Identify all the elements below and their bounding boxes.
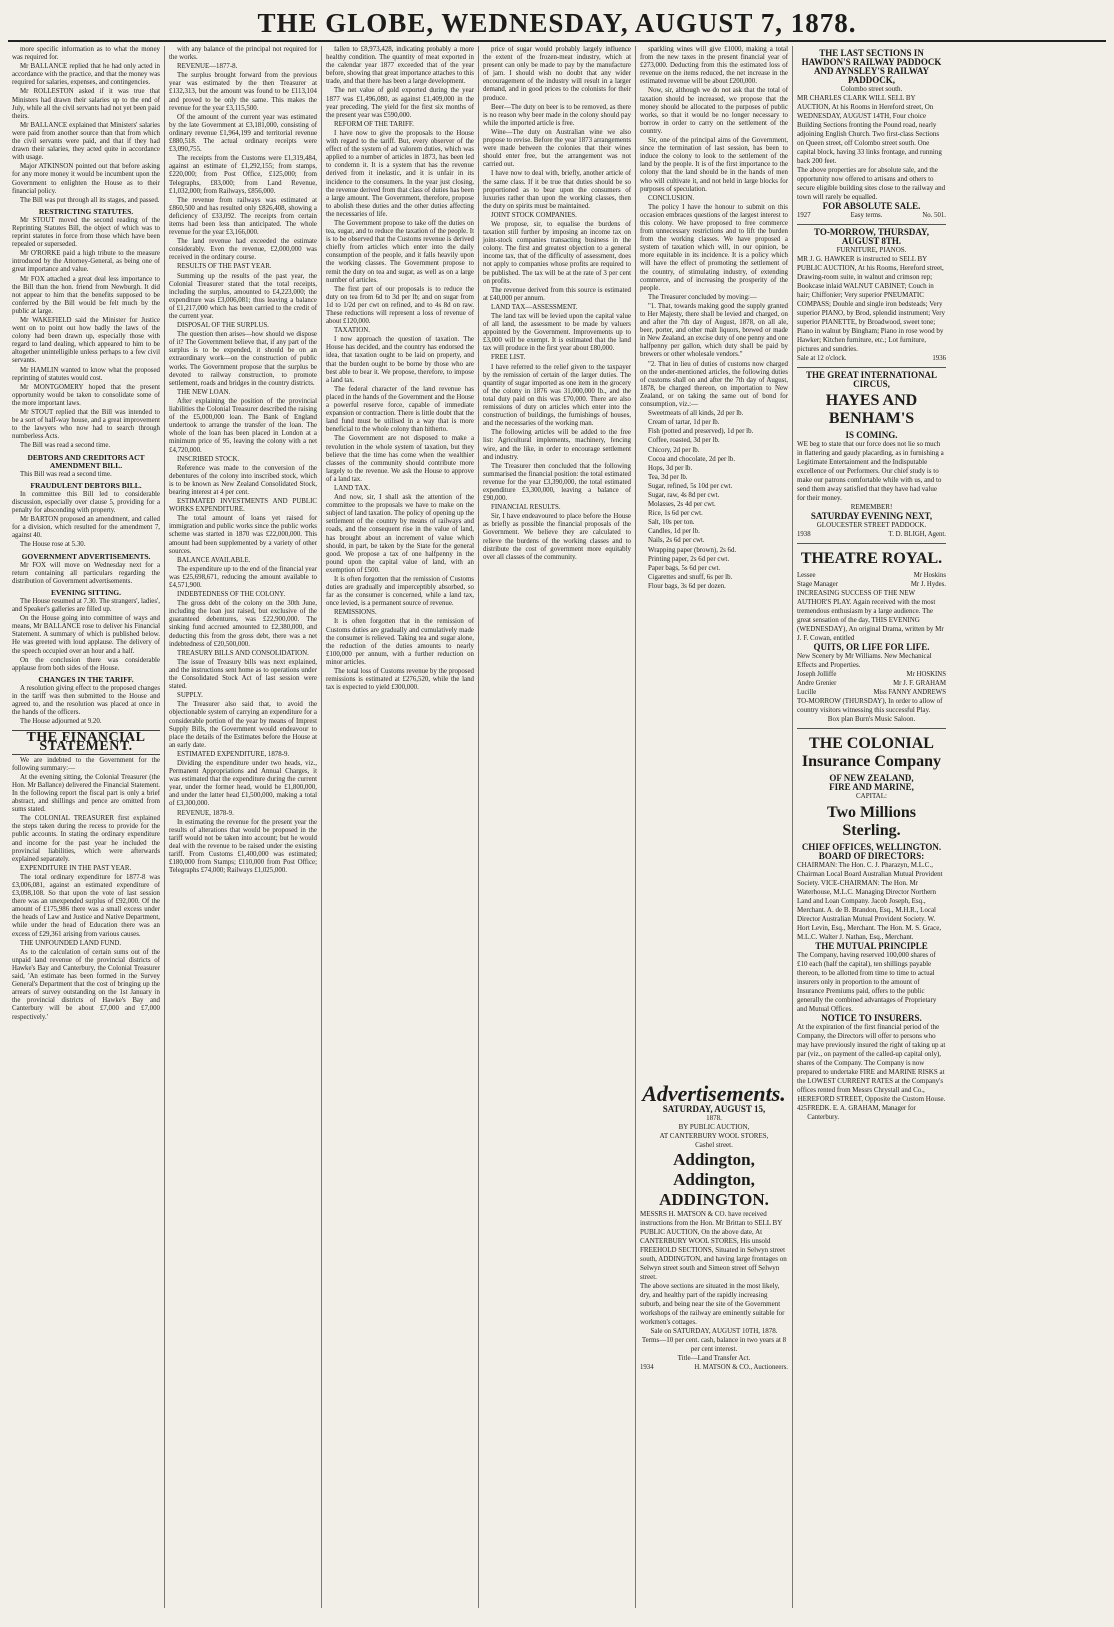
lessee: Mr Hoskins bbox=[913, 572, 946, 579]
paragraph: FREE LIST. bbox=[491, 354, 526, 362]
col3-paras bbox=[326, 46, 474, 692]
auction-date: SATURDAY, AUGUST 15, bbox=[662, 1104, 766, 1115]
role-name: Lucille bbox=[797, 689, 817, 696]
column-2 bbox=[165, 46, 322, 1608]
paragraph: Mr O'RORKE paid a high tribute to the measure introduced by the Attorney-General, as being one of great importance and value. bbox=[12, 250, 160, 274]
col1-paras bbox=[12, 562, 160, 586]
paragraph: TAXATION. bbox=[334, 327, 370, 335]
paragraph: The surplus brought forward from the previous year was estimated by the then Treasurer at £132,313, but the amount was found to be £113,104 and proved to be only the same. This makes the revenue for the year £3,115,500. bbox=[169, 72, 317, 112]
paragraph: Mr BARTON proposed an amendment, and called for a division, which resulted for the amendment 7, against 40. bbox=[12, 516, 160, 540]
paragraph: Sir, I have endeavoured to place before the House as briefly as possible the financial proposals of the Government. We believe they are calculated to relieve the burdens of the working classes and to distribute the cost of government more equitably over all classes of the community. bbox=[483, 513, 631, 561]
paragraph: The Bill was put through all its stages, and passed. bbox=[20, 196, 160, 204]
paragraph: It is often forgotten that the remission of Customs duties are gradually and imperceptibly absorbed, so far as the consumer is concerned, while a land tax, once levied, is a permanent source of revenue. bbox=[326, 576, 474, 608]
paragraph: The total ordinary expenditure for 1877-8 was £3,006,081, against an estimated expenditure of £3,098,108. So that upon the vote of last session there was an unexpended surplus of £92,000. Of the amount of £175,986 there was a small excess under the heads of Law and Justice and Native Department, while under the head of Education there was an excess of £29,361 arising from various causes. bbox=[12, 873, 160, 938]
auction-at: AT CANTERBURY WOOL STORES, bbox=[659, 1132, 769, 1141]
paragraph: Mr BALLANCE explained that Ministers' salaries were paid from another source than that from which the civil servants were paid, and that if they had drawn their salaries, they acted quite in accordance with usage. bbox=[12, 121, 160, 162]
circus-when: SATURDAY EVENING NEXT, bbox=[810, 511, 933, 521]
theatre-royal-ad bbox=[797, 544, 946, 729]
box-plan: Box plan Burn's Music Saloon. bbox=[827, 715, 916, 723]
cast-row bbox=[797, 688, 946, 697]
paragraph: ESTIMATED EXPENDITURE, 1878-9. bbox=[177, 750, 290, 758]
ad-title: TO-MORROW, THURSDAY, AUGUST 8TH. bbox=[814, 227, 929, 246]
paragraph: BALANCE AVAILABLE. bbox=[177, 556, 251, 564]
ad-agent: T. D. BLIGH, Agent. bbox=[888, 531, 946, 538]
paragraph: As to the calculation of certain sums out of the unpaid land revenue of the provincial districts of Hawke's Bay and Canterbury, the Colonial Treasurer said, 'An estimate has been formed in the Survey General's Department that the cost of bringing up the arrears of survey outstanding on the 1st January in the provincial districts of Hawke's Bay and Canterbury will be about £7,000 and £7,000 respectively.' bbox=[12, 948, 160, 1021]
paragraph: Mr HAMLIN wanted to know what the proposed reprinting of statutes would cost. bbox=[12, 366, 160, 382]
ad-number: 1938 bbox=[797, 531, 811, 538]
ad-title: THE LAST SECTIONS IN HAWDON'S RAILWAY PADDOCK AND AYNSLEY'S RAILWAY PADDOCK, bbox=[801, 48, 942, 85]
manager-label: Stage Manager bbox=[797, 581, 838, 588]
paragraph: sparkling wines will give £1000, making a total from the new taxes in the present financial year of £273,000. Deducting from this the estimated loss of revenue on the items reduced, the net increase in the estimated revenue will be about £200,000. bbox=[640, 46, 788, 86]
paragraph: Sugar, refined, 5s 10d per cwt. bbox=[648, 482, 733, 490]
paragraph: The land revenue had exceeded the estimate considerably. Even the revenue, £2,000,000 was received in the ordinary course. bbox=[169, 238, 317, 262]
paragraph: And now, sir, I shall ask the attention of the committee to the proposals we have to make on the subject of land taxation. The policy of opening up the settlement of the country by means of railways and roads, and the consequent rise in the value of land, has brought about an increment of value which should, in part, be taken by the State for the general good. We propose a tax of one halfpenny in the pound upon the capital value of land, with an exemption of £500. bbox=[326, 494, 474, 574]
paragraph: Cream of tartar, 1d per lb. bbox=[648, 419, 720, 427]
paragraph: Now, sir, although we do not ask that the total of taxation should be increased, we propose that the money should be allocated to the purposes of public works, so that it would be no longer necessary to borrow in order to carry on the settlement of the country. bbox=[640, 87, 788, 135]
newspaper-page bbox=[8, 8, 1106, 1608]
ad-number: 425 bbox=[797, 1105, 808, 1112]
col4-paras bbox=[483, 46, 631, 562]
column-1 bbox=[8, 46, 165, 1608]
circus-remember: REMEMBER! bbox=[850, 503, 893, 511]
auction-terms: Terms—10 per cent. cash, balance in two years at 8 per cent interest. bbox=[641, 1336, 787, 1354]
paragraph: The receipts from the Customs were £1,319,484, against an estimate of £1,292,155; from stamps, £220,000; from Post Office, £125,000; from Telegraphs, £83,000; from Land Revenue, £1,032,000; from Railways, £856,000. bbox=[169, 155, 317, 195]
paragraph: Chicory, 2d per lb. bbox=[648, 446, 700, 454]
paragraph: INSCRIBED STOCK. bbox=[177, 455, 240, 463]
auction-street: Cashel street. bbox=[695, 1141, 733, 1150]
paragraph: The Government propose to take off the duties on tea, sugar, and to reduce the taxation of the people. It is to be observed that the Customs revenue is derived chiefly from articles which enter into the daily consumption of the people, and it falls heavily upon the working classes. The Government propose to remit the duty on tea and sugar, as well as on a large number of articles. bbox=[326, 219, 474, 284]
ad-body: The above properties are for absolute sale, and the opportunity now offered to artisans and others to secure eligible building sites close to the railway and town will rarely be equalled. bbox=[797, 166, 946, 201]
auction-body2: The above sections are situated in the most likely, dry, and healthy part of the rapidly increasing suburb, and being near the site of the Government workshops of the railway are eminently suitable for workmen's cottages. bbox=[640, 1282, 785, 1327]
column-6 bbox=[793, 46, 950, 1608]
paragraph: The first part of our proposals is to reduce the duty on tea from 6d to 3d per lb; and on sugar from 1d to 1/2d per cwt on refined, and to 4s 8d on raw. These reductions will represent a loss of revenue of about £120,000. bbox=[326, 285, 474, 326]
ad-footer bbox=[797, 530, 946, 539]
circus-coming: IS COMING. bbox=[845, 430, 898, 440]
paragraph: Beer—The duty on beer is to be removed, as there is no reason why beer made in the colony should pay while the imported article is free. bbox=[483, 103, 631, 127]
paragraph: REMISSIONS. bbox=[334, 609, 377, 617]
insurance-address: HEREFORD STREET, Opposite the Custom House. bbox=[797, 1095, 946, 1103]
paragraph: The Bill was read a second time. bbox=[20, 442, 111, 450]
paragraph: Paper bags, 5s 6d per cwt. bbox=[648, 564, 721, 572]
column-4 bbox=[479, 46, 636, 1608]
masthead: THE GLOBE, WEDNESDAY, AUGUST 7, 1878. bbox=[8, 8, 1106, 42]
paragraph: REFORM OF THE TARIFF. bbox=[334, 120, 414, 128]
insurance-title: THE COLONIAL Insurance Company bbox=[801, 735, 942, 770]
paragraph: Mr ROLLESTON asked if it was true that Ministers had drawn their salaries up to the end of July, while all the civil servants had not yet been paid theirs. bbox=[12, 88, 160, 120]
paragraph: Reference was made to the conversion of the debentures of the colony into inscribed stock, which is to be known as New Zealand Consolidated Stock, bearing interest at 4 per cent. bbox=[169, 464, 317, 496]
paragraph: It is often forgotten that in the remission of Customs duties are gradually and cumulatively made the consumer is relieved. Taking tea and sugar alone, the reduction of the duties amounts to nearly £100,000 per annum, with a further reduction on minor articles. bbox=[326, 618, 474, 666]
insurance-body3: At the expiration of the first financial period of the Company, the Directors will offer to persons who may have previously insured the right of taking up at par (viz., on payment of the called-up capital only), shares of the Company. The Company is now prepared to undertake FIRE and MARINE RISKS at the LOWEST CURRENT RATES at the Company's offices rented from Messrs Chrystall and Co., bbox=[797, 1023, 946, 1094]
paragraph: The expenditure up to the end of the financial year was £25,698,671, reducing the amount available to £4,571,900. bbox=[169, 565, 317, 589]
paragraph: The policy I have the honour to submit on this occasion embraces questions of the largest interest to this colony. We have proposed to free commerce from unnecessary restrictions and to lift the burden from the working classes. We have proposed a system of taxation which will, in our opinion, be more equitable in its incidence. It is a policy which will have the effect of promoting the settlement of the country, of stimulating industry, of extending commerce, and of increasing the prosperity of the people. bbox=[640, 203, 788, 292]
auction-footer bbox=[640, 1363, 788, 1372]
paragraph: In estimating the revenue for the present year the results of alterations that would be proposed in the tariff would not be taken into account; but he would deal with the revenue to be raised under the existing tariff. From Customs £1,400,000 was estimated; £180,000 from Stamps; £110,000 from Post Office; Telegraphs £74,000; Railways £1,025,000. bbox=[169, 818, 317, 875]
paragraph: REVENUE, 1878-9. bbox=[177, 809, 234, 817]
paragraph: Mr FOX will move on Wednesday next for a return containing all particulars regarding the distribution of Government advertisements. bbox=[12, 561, 160, 585]
paragraph: The total loss of Customs revenue by the proposed remissions is estimated at £276,520, while the land tax is expected to yield £300,000. bbox=[326, 668, 474, 692]
paragraph: The question then arises—how should we dispose of it? The Government believe that, if any part of the surplus is to be expended, it should be on an extraordinary work—on the construction of public works. The Government propose that the surplus be devoted to railway construction, to promote settlement, roads and bridges in the country districts. bbox=[169, 331, 317, 387]
auction-sale: Sale on SATURDAY, AUGUST 10TH, 1878. bbox=[650, 1327, 778, 1336]
section-heading: RESTRICTING STATUTES. bbox=[38, 206, 134, 216]
paragraph: INDEBTEDNESS OF THE COLONY. bbox=[177, 591, 286, 599]
insurance-principle: THE MUTUAL PRINCIPLE bbox=[815, 941, 928, 951]
paragraph: The issue of Treasury bills was next explained, and the instructions sent home as to operations under the Consolidated Stock Act of last session were stated. bbox=[169, 658, 317, 691]
ad-number: 1936 bbox=[932, 355, 946, 362]
ad-footer bbox=[797, 211, 946, 220]
ad-terms: Easy terms. bbox=[850, 212, 883, 219]
paragraph: LAND TAX. bbox=[334, 484, 371, 492]
auction-year: 1878. bbox=[706, 1114, 722, 1123]
circus-name: HAYES AND BENHAM'S bbox=[825, 392, 918, 427]
col1-paras bbox=[12, 491, 160, 550]
paragraph: Mr STOUT moved the second reading of the Reprinting Statutes Bill, the object of which was to reprint statutes in force from those which have been repealed or superseded. bbox=[12, 216, 160, 249]
paragraph: On the conclusion there was considerable applause from both sides of the House. bbox=[12, 656, 160, 672]
paragraph: with any balance of the principal not required for the works. bbox=[169, 46, 317, 62]
actor-name: Mr HOSKINS bbox=[906, 671, 946, 678]
theatre-lessee-row bbox=[797, 571, 946, 580]
paragraph: Molasses, 2s 4d per cwt. bbox=[648, 501, 716, 509]
section-heading: CHANGES IN THE TARIFF. bbox=[38, 674, 134, 684]
paragraph: fallen to £8,973,428, indicating probably a more healthy condition. The quantity of meat exported in the calendar year 1877 exceeded that of the year before, showing that great importance attaches to this trade, and that there has been a large development. bbox=[326, 46, 474, 86]
insurance-capital: Two Millions Sterling. bbox=[826, 804, 917, 839]
manager: Mr J. Hydes. bbox=[910, 581, 946, 588]
ad-body: MR J. G. HAWKER is instructed to SELL BY PUBLIC AUCTION, At his Rooms, Hereford street, Drawing-room suite, in walnut and crimson rep; Bookcase inlaid WALNUT CABINET; Couch in hair; Chiffonier; Very superior PNEUMATIC COMPASS; Double and single iron bedsteads; Very superior PIANO, by Brod, splendid instrument; Very superior PIANETTE, by Broadwood, sweet tone; Piano in walnut by Bingham; Piano in rose wood by Hawker; Kitchen furniture, etc.; Lot furniture, pictures and sundries. bbox=[797, 255, 946, 353]
paragraph: Mr FOX attached a great deal less importance to the Bill than the hon. friend from Newburgh. It did not appear to him that the benefits supposed to be conferred by the Bill would be felt much by the public at large. bbox=[12, 275, 160, 315]
paragraph: TREASURY BILLS AND CONSOLIDATION. bbox=[177, 649, 309, 657]
paragraph: At the evening sitting, the Colonial Treasurer (the Hon. Mr Ballance) delivered the Financial Statement. In the following report the fiscal part is only a brief abstract, and shillings and pence are omitted from sums stated. bbox=[12, 773, 160, 814]
ad-time: Sale at 12 o'clock. bbox=[797, 355, 847, 362]
ad-body: INCREASING SUCCESS OF THE NEW AUTHOR'S PLAY. Again received with the most tremendous enthusiasm by a large audience. The great sensation of the day, THIS EVENING (WEDNESDAY), An original Drama, written by Mr J. F. Cowan, entitled bbox=[797, 589, 944, 642]
ad-body: MR CHARLES CLARK WILL SELL BY AUCTION, At his Rooms in Hereford street, On WEDNESDAY, AUGUST 14TH, Four choice Building Sections fronting the Pound road, nearly adjoining English Church. Two first-class Sections on Queen street, off Colombo street south. One capital block, having 33 links frontage, and running back 200 feet. bbox=[797, 94, 942, 165]
paragraph: Fish (potted and preserved), 1d per lb. bbox=[648, 428, 754, 436]
paragraph: Mr BALLANCE replied that he had only acted in accordance with the practice, and that the money was required for salaries, expenses, and contingencies. bbox=[12, 63, 160, 87]
ad-no: No. 501. bbox=[922, 212, 946, 219]
paragraph: The Government are not disposed to make a revolution in the whole system of taxation, but they believe that the time has come when the wealthier classes of the community should contribute more largely to the revenue. We ask the House to approve of a land tax. bbox=[326, 435, 474, 483]
paragraph: The House resumed at 7.30. The strangers', ladies', and Speaker's galleries are filled up. bbox=[12, 598, 160, 614]
paragraph: The Treasurer also said that, to avoid the objectionable system of carrying an expenditure for a considerable portion of the year by means of Imprest Supply Bills, the Government would endeavour to place the details of the Estimates before the House at an early date. bbox=[169, 701, 317, 749]
paragraph: Printing paper, 2s 6d per cwt. bbox=[648, 555, 730, 563]
col1-paras bbox=[12, 471, 160, 479]
paragraph: Candles, 1d per lb. bbox=[648, 528, 700, 536]
addington-auction-ad bbox=[640, 1102, 788, 1376]
ad-location: Colombo street south. bbox=[840, 85, 903, 93]
lessee-label: Lessee bbox=[797, 572, 816, 579]
paragraph: EXPENDITURE IN THE PAST YEAR. bbox=[20, 864, 132, 872]
ad-tomorrow: TO-MORROW (THURSDAY), In order to allow of country visitors witnessing this successful Play. bbox=[797, 697, 943, 714]
paragraph: The total amount of loans yet raised for immigration and public works since the public works scheme was started in 1870 was £22,000,000. This amount had been supplemented by a variety of other sources. bbox=[169, 515, 317, 555]
advertisements-heading: Advertisements. bbox=[642, 1081, 786, 1106]
paragraph: Rice, 1s 6d per cwt. bbox=[648, 510, 703, 518]
column-3 bbox=[322, 46, 479, 1608]
paragraph: In committee this Bill led to considerable discussion, especially over clause 5, providing for a penalty for absconding with property. bbox=[12, 490, 160, 515]
paragraph: After explaining the position of the provincial liabilities the Colonial Treasurer described the raising of the £5,000,000 loan. The Bank of England undertook to arrange the transfer of the loan. The whole of the loan has been placed in London at a minimum price of 95, leaving the colony with a net £4,720,000. bbox=[169, 397, 317, 454]
insurance-notice: NOTICE TO INSURERS. bbox=[821, 1013, 922, 1023]
paragraph: JOINT STOCK COMPANIES. bbox=[491, 211, 577, 219]
paragraph: Mr STOUT replied that the Bill was intended to be a sort of half-way house, and a great improvement to the lawyers who now had to search through numberless Acts. bbox=[12, 409, 160, 441]
cast-row bbox=[797, 670, 946, 679]
section-heading: FRAUDULENT DEBTORS BILL. bbox=[30, 480, 142, 490]
columns bbox=[8, 46, 1106, 1608]
paragraph: Summing up the results of the past year, the Colonial Treasurer stated that the total receipts, including the surplus, amounted to £4,223,000; the expenditure was £3,006,081; thus leaving a balance of £1,217,000 which has been carried to the credit of the current year. bbox=[169, 272, 317, 320]
paragraph: Flour bags, 3s 6d per dozen. bbox=[648, 582, 726, 590]
paragraph: Major ATKINSON pointed out that before asking for any more money it would be incumbent upon the Government to enlighten the House as to their financial policy. bbox=[12, 163, 160, 195]
paragraph: ESTIMATED INVESTMENTS AND PUBLIC WORKS EXPENDITURE. bbox=[169, 498, 317, 514]
paragraph: On the House going into committee of ways and means, Mr BALLANCE rose to deliver his Financial Statement. A summary of which is published below. He was greeted with loud applause. The delivery of the speech occupied over an hour and a half. bbox=[12, 615, 160, 655]
paragraph: Sweetmeats of all kinds, 2d per lb. bbox=[648, 410, 744, 418]
section-heading: EVENING SITTING. bbox=[50, 587, 122, 597]
insurance-kind: FIRE AND MARINE, bbox=[829, 782, 914, 792]
theatre-manager-row bbox=[797, 580, 946, 589]
paragraph: Wine—The duty on Australian wine we also propose to revise. Before the year 1873 arrangements were made between the colonies that their wines should enter free, but the arrangement was not carried out. bbox=[483, 128, 631, 169]
paragraph: Cigarettes and snuff, 6s per lb. bbox=[648, 573, 733, 581]
insurance-capital-label: CAPITAL: bbox=[856, 792, 887, 800]
ad-footer bbox=[797, 354, 946, 363]
circus-where: GLOUCESTER STREET PADDOCK. bbox=[816, 521, 927, 529]
paragraph: Coffee, roasted, 3d per lb. bbox=[648, 437, 720, 445]
paragraph: The federal character of the land revenue has placed in the hands of the Government and the House a powerful reserve force, capable of immediate expansion or contraction. There is little doubt that the land fund must be utilised in a way that is more beneficial to the whole colony than hitherto. bbox=[326, 385, 474, 434]
column-5 bbox=[636, 46, 793, 1608]
theatre-title: THEATRE ROYAL. bbox=[800, 550, 943, 567]
paragraph: This Bill was read a second time. bbox=[20, 470, 112, 478]
col1-paras bbox=[12, 685, 160, 726]
paragraph: The net value of gold exported during the year 1877 was £1,496,080, as against £1,409,000 in the year preceding. The yield for the first six months of the present year was £590,000. bbox=[326, 87, 474, 119]
paragraph: I have now to deal with, briefly, another article of the same class. If it be true that duties should be so proportioned as to bear upon the consumers of luxuries rather than upon the working classes, then the duty on spirits must be maintained. bbox=[483, 170, 631, 210]
roles-list bbox=[797, 670, 946, 697]
paragraph: The gross debt of the colony on the 30th June, including the loan just raised, but exclusive of the guaranteed debentures, was £22,900,000. The sinking fund accrued amounted to £2,380,000, and deducting this from the gross debt, there was a net indebtedness of £20,500,000. bbox=[169, 600, 317, 648]
ad-body: WE beg to state that our force does not lie so much in flattering and gaudy placarding, as in furnishing a Legitimate Entertainment and the Indisputable excellence of our Performers. Our chief study is to make our patrons comfortable while with us, and to send them away satisfied that they have had value for their money. bbox=[797, 440, 944, 502]
insurance-body: CHAIRMAN: The Hon. C. J. Pharazyn, M.L.C., Chairman Local Board Australian Mutual Provident Society. VICE-CHAIRMAN: The Hon. Mr Waterhouse, M.L.C. Managing Director Northern Land and Loan Company. Jacob Joseph, Esq., Merchant. A. de B. Brandon, Esq., M.H.R., Local Director Australian Mutual Provident Society. W. Hort Levin, Esq., Merchant. The Hon. M. S. Grace, M.L.C. Walter J. Nathan, Esq., Merchant. bbox=[797, 861, 943, 941]
col1-paras bbox=[12, 46, 160, 205]
ad-number: 1927 bbox=[797, 212, 811, 219]
auction-by: BY PUBLIC AUCTION, bbox=[678, 1123, 750, 1132]
paragraph: The COLONIAL TREASURER first explained the steps taken during the recess to provide for the public accounts. In stating the ordinary expenditure and income for the past year he included the provincial liabilities, which were afterwards explained separately. bbox=[12, 815, 160, 863]
paragraph: The Treasurer then concluded that the following summarised the financial position: the total estimated revenue for the year £3,390,000, the total estimated expenditure £3,300,000, leaving a balance of £90,000. bbox=[483, 462, 631, 503]
paragraph: Sir, one of the principal aims of the Government, since the termination of last session, has been to induce the colony to look to the settlement of the land by the people. It is of the first importance to the colony that the land should be in the hands of men who will cultivate it, and not held in large blocks for purposes of speculation. bbox=[640, 137, 788, 193]
actor-name: Miss FANNY ANDREWS bbox=[873, 689, 946, 696]
paragraph: Cocoa and chocolate, 2d per lb. bbox=[648, 455, 736, 463]
role-name: Joseph Jolliffe bbox=[797, 671, 837, 678]
section-heading: DEBTORS AND CREDITORS ACT AMENDMENT BILL. bbox=[27, 452, 145, 470]
insurance-body2: The Company, having reserved 100,000 shares of £10 each (half the capital), ten shillings payable thereon, to be allotted from time to time to actual insurers only in proportion to the amount of Insurance Premiums paid, offers to the public generally the combined advantages of Proprietary and Mutual Offices. bbox=[797, 951, 937, 1013]
play-cast: New Scenery by Mr Williams. New Mechanical Effects and Properties. bbox=[797, 652, 932, 669]
ad-sub: FURNITURE, PIANOS. bbox=[836, 246, 907, 254]
role-name: Andre Grenier bbox=[797, 680, 837, 687]
auction-title: Addington, Addington, ADDINGTON. bbox=[659, 1150, 769, 1210]
ad-title: THE GREAT INTERNATIONAL CIRCUS, bbox=[805, 370, 938, 389]
paragraph: Tea, 3d per lb. bbox=[648, 473, 688, 481]
paragraph: I have now to give the proposals to the House with regard to the tariff. But, every observer of the effect of the system of ad valorem duties, which was applied to a number of articles in 1873, has been led to condemn it. It is a system that has the revenue derived from it inelastic, and it is unfair in its incidence to the consumers. In the year just closing, the revenue derived from that class of duties has been a large amount. The Government, therefore, propose to abolish these duties and the other duties affecting the necessaries of life. bbox=[326, 129, 474, 218]
col5-paras bbox=[640, 46, 788, 1086]
paragraph: Of the amount of the current year was estimated by the late Government at £3,181,000, consisting of ordinary revenue £1,964,199 and territorial revenue £880,518. The actual ordinary receipts were £3,090,755. bbox=[169, 113, 317, 154]
paragraph: The Treasurer concluded by moving:— bbox=[648, 293, 757, 301]
paragraph: I now approach the question of taxation. The House has decided, and the country has endorsed the idea, that taxation ought to be laid on property, and that the burden ought to be borne by those who are best able to bear it. We propose, therefore, to impose a land tax. bbox=[326, 336, 474, 384]
cast-row bbox=[797, 679, 946, 688]
paragraph: SUPPLY. bbox=[177, 692, 203, 700]
paragraph: Hops, 3d per lb. bbox=[648, 464, 693, 472]
paragraph: THE NEW LOAN. bbox=[177, 388, 231, 396]
col1-paras bbox=[12, 757, 160, 1022]
auction-title-line: Title—Land Transfer Act. bbox=[677, 1354, 751, 1363]
actor-name: Mr J. F. GRAHAM bbox=[893, 680, 946, 687]
paragraph: I have referred to the relief given to the taxpayer by the remission of certain of the larger duties. The quantity of sugar imported as one item in the grocery of the colony in 1876 was 31,000,000 lb., and the total duty paid on this was £70,000. There are also remissions of duty on articles which enter into the construction of buildings, the furnishings of houses, and the necessaries of the working man. bbox=[483, 363, 631, 428]
col2-paras bbox=[169, 46, 317, 875]
paragraph: Wrapping paper (brown), 2s 6d. bbox=[648, 546, 737, 554]
paragraph: Mr MONTGOMERY hoped that the present opportunity would be taken to consolidate some of the more important laws. bbox=[12, 383, 160, 407]
paragraph: Sugar, raw, 4s 8d per cwt. bbox=[648, 491, 720, 499]
insurance-office: CHIEF OFFICES, WELLINGTON. bbox=[801, 842, 942, 852]
paragraph: We propose, sir, to equalise the burdens of taxation still further by imposing an income tax on joint-stock companies transacting business in the colony. The first and greatest objection to a general income tax, that of the difficulty of assessment, does not apply to companies whose profits are required to be published. The tax will be at the rate of 3 per cent on profits. bbox=[483, 220, 631, 285]
ad-number: 1934 bbox=[640, 1364, 654, 1372]
ad-sale: FOR ABSOLUTE SALE. bbox=[822, 201, 921, 211]
play-title: QUITS, OR LIFE FOR LIFE. bbox=[813, 642, 930, 652]
colonial-insurance-ad bbox=[797, 729, 946, 1126]
paragraph: A resolution giving effect to the proposed changes in the tariff was then submitted to the House and agreed to, and the resolution was placed at once in the hands of the officers. bbox=[12, 684, 160, 717]
section-heading: GOVERNMENT ADVERTISEMENTS. bbox=[21, 551, 151, 561]
paragraph: more specific information as to what the money was required for. bbox=[12, 46, 160, 62]
paragraph: Nails, 2s 6d per cwt. bbox=[648, 537, 705, 545]
paragraph: "2. That in lieu of duties of customs now charged on the under-mentioned articles, the following duties of customs shall on and after the 7th day of August, 1878, be charged thereon, on importation to New Zealand, or on taking the same out of bond for consumption, viz.:— bbox=[640, 360, 788, 409]
paragraph: DISPOSAL OF THE SURPLUS. bbox=[177, 322, 269, 330]
auctioneer: H. MATSON & CO., Auctioneers. bbox=[694, 1364, 788, 1372]
insurance-sub: OF NEW ZEALAND, bbox=[829, 773, 914, 783]
col1-paras bbox=[12, 598, 160, 673]
auction-body: MESSRS H. MATSON & CO. have received instructions from the Hon. Mr Brittan to SELL BY PUBLIC AUCTION, On the above date, At CANTERBURY WOOL STORES, His unsold FREEHOLD SECTIONS, Situated in Selwyn street south, ADDINGTON, and having large frontages on Selwyn street south and Simeon street off Selwyn street. bbox=[640, 1210, 787, 1282]
paragraph: We are indebted to the Government for the following summary:— bbox=[12, 756, 160, 772]
paragraph: RESULTS OF THE PAST YEAR. bbox=[177, 263, 272, 271]
hawdon-paddock-ad bbox=[797, 46, 946, 225]
paragraph: The following articles will be added to the free list: Agricultural implements, machinery, fencing wire, and the like, in order to encourage settlement and industry. bbox=[483, 429, 631, 461]
financial-statement-heading: THE FINANCIAL STATEMENT. bbox=[12, 730, 160, 754]
paragraph: The land tax will be levied upon the capital value of all land, the assessment to be made by valuers appointed by the Government. Improvements up to £3,000 will be exempt. It is estimated that the land tax will produce in the first year about £80,000. bbox=[483, 313, 631, 353]
paragraph: THE UNFOUNDED LAND FUND. bbox=[20, 939, 122, 947]
paragraph: price of sugar would probably largely influence the extent of the frozen-meat industry, which at present can only be made to pay by the manufacture of jam. I should wish no doubt that any wider encouragement of the industry will result in a larger demand, and in good prices to the colonists for their produce. bbox=[483, 46, 631, 102]
paragraph: Dividing the expenditure under two heads, viz., Permanent Appropriations and Annual Charges, it was estimated that the expenditure during the current year, under the former head, would be £1,800,000, and under the latter head £1,500,000, making a total of £3,300,000. bbox=[169, 759, 317, 808]
paragraph: The House rose at 5.30. bbox=[20, 541, 86, 549]
ad-agent: FREDK. E. A. GRAHAM, Manager for Canterbury. bbox=[807, 1105, 916, 1121]
paragraph: The revenue from railways was estimated at £860,500 and has resulted only £826,408, showing a deficiency of £33,092. The receipts from certain items had been less than anticipated. The whole revenue for the year £3,166,000. bbox=[169, 196, 317, 237]
paragraph: LAND TAX—ASSESSMENT. bbox=[491, 303, 578, 311]
paragraph: CONCLUSION. bbox=[648, 194, 695, 202]
paragraph: "1. That, towards making good the supply granted to Her Majesty, there shall be levied and charged, on and after the 7th day of August, 1878, on all ale, beer, porter, and other malt liquors, brewed or made in New Zealand, an excise duty of one penny and one halfpenny per gallon, which duty shall be paid by brewers or other wholesale vendors." bbox=[640, 302, 788, 359]
circus-ad bbox=[797, 368, 946, 544]
paragraph: REVENUE—1877-8. bbox=[177, 63, 238, 71]
paragraph: Salt, 10s per ton. bbox=[648, 519, 695, 527]
col1-paras bbox=[12, 217, 160, 451]
paragraph: The revenue derived from this source is estimated at £40,000 per annum. bbox=[483, 286, 631, 302]
furniture-pianos-ad bbox=[797, 225, 946, 368]
paragraph: The House adjourned at 9.20. bbox=[20, 718, 102, 726]
paragraph: FINANCIAL RESULTS. bbox=[491, 504, 561, 512]
ad-footer bbox=[797, 1104, 946, 1122]
paragraph: Mr WAKEFIELD said the Minister for Justice went on to point out how badly the laws of the colony had been drawn up, especially those with regard to land dealing, which appeared to him to be altogether unintelligible unless perhaps to a few civil servants. bbox=[12, 317, 160, 365]
insurance-board: BOARD OF DIRECTORS: bbox=[818, 851, 925, 861]
